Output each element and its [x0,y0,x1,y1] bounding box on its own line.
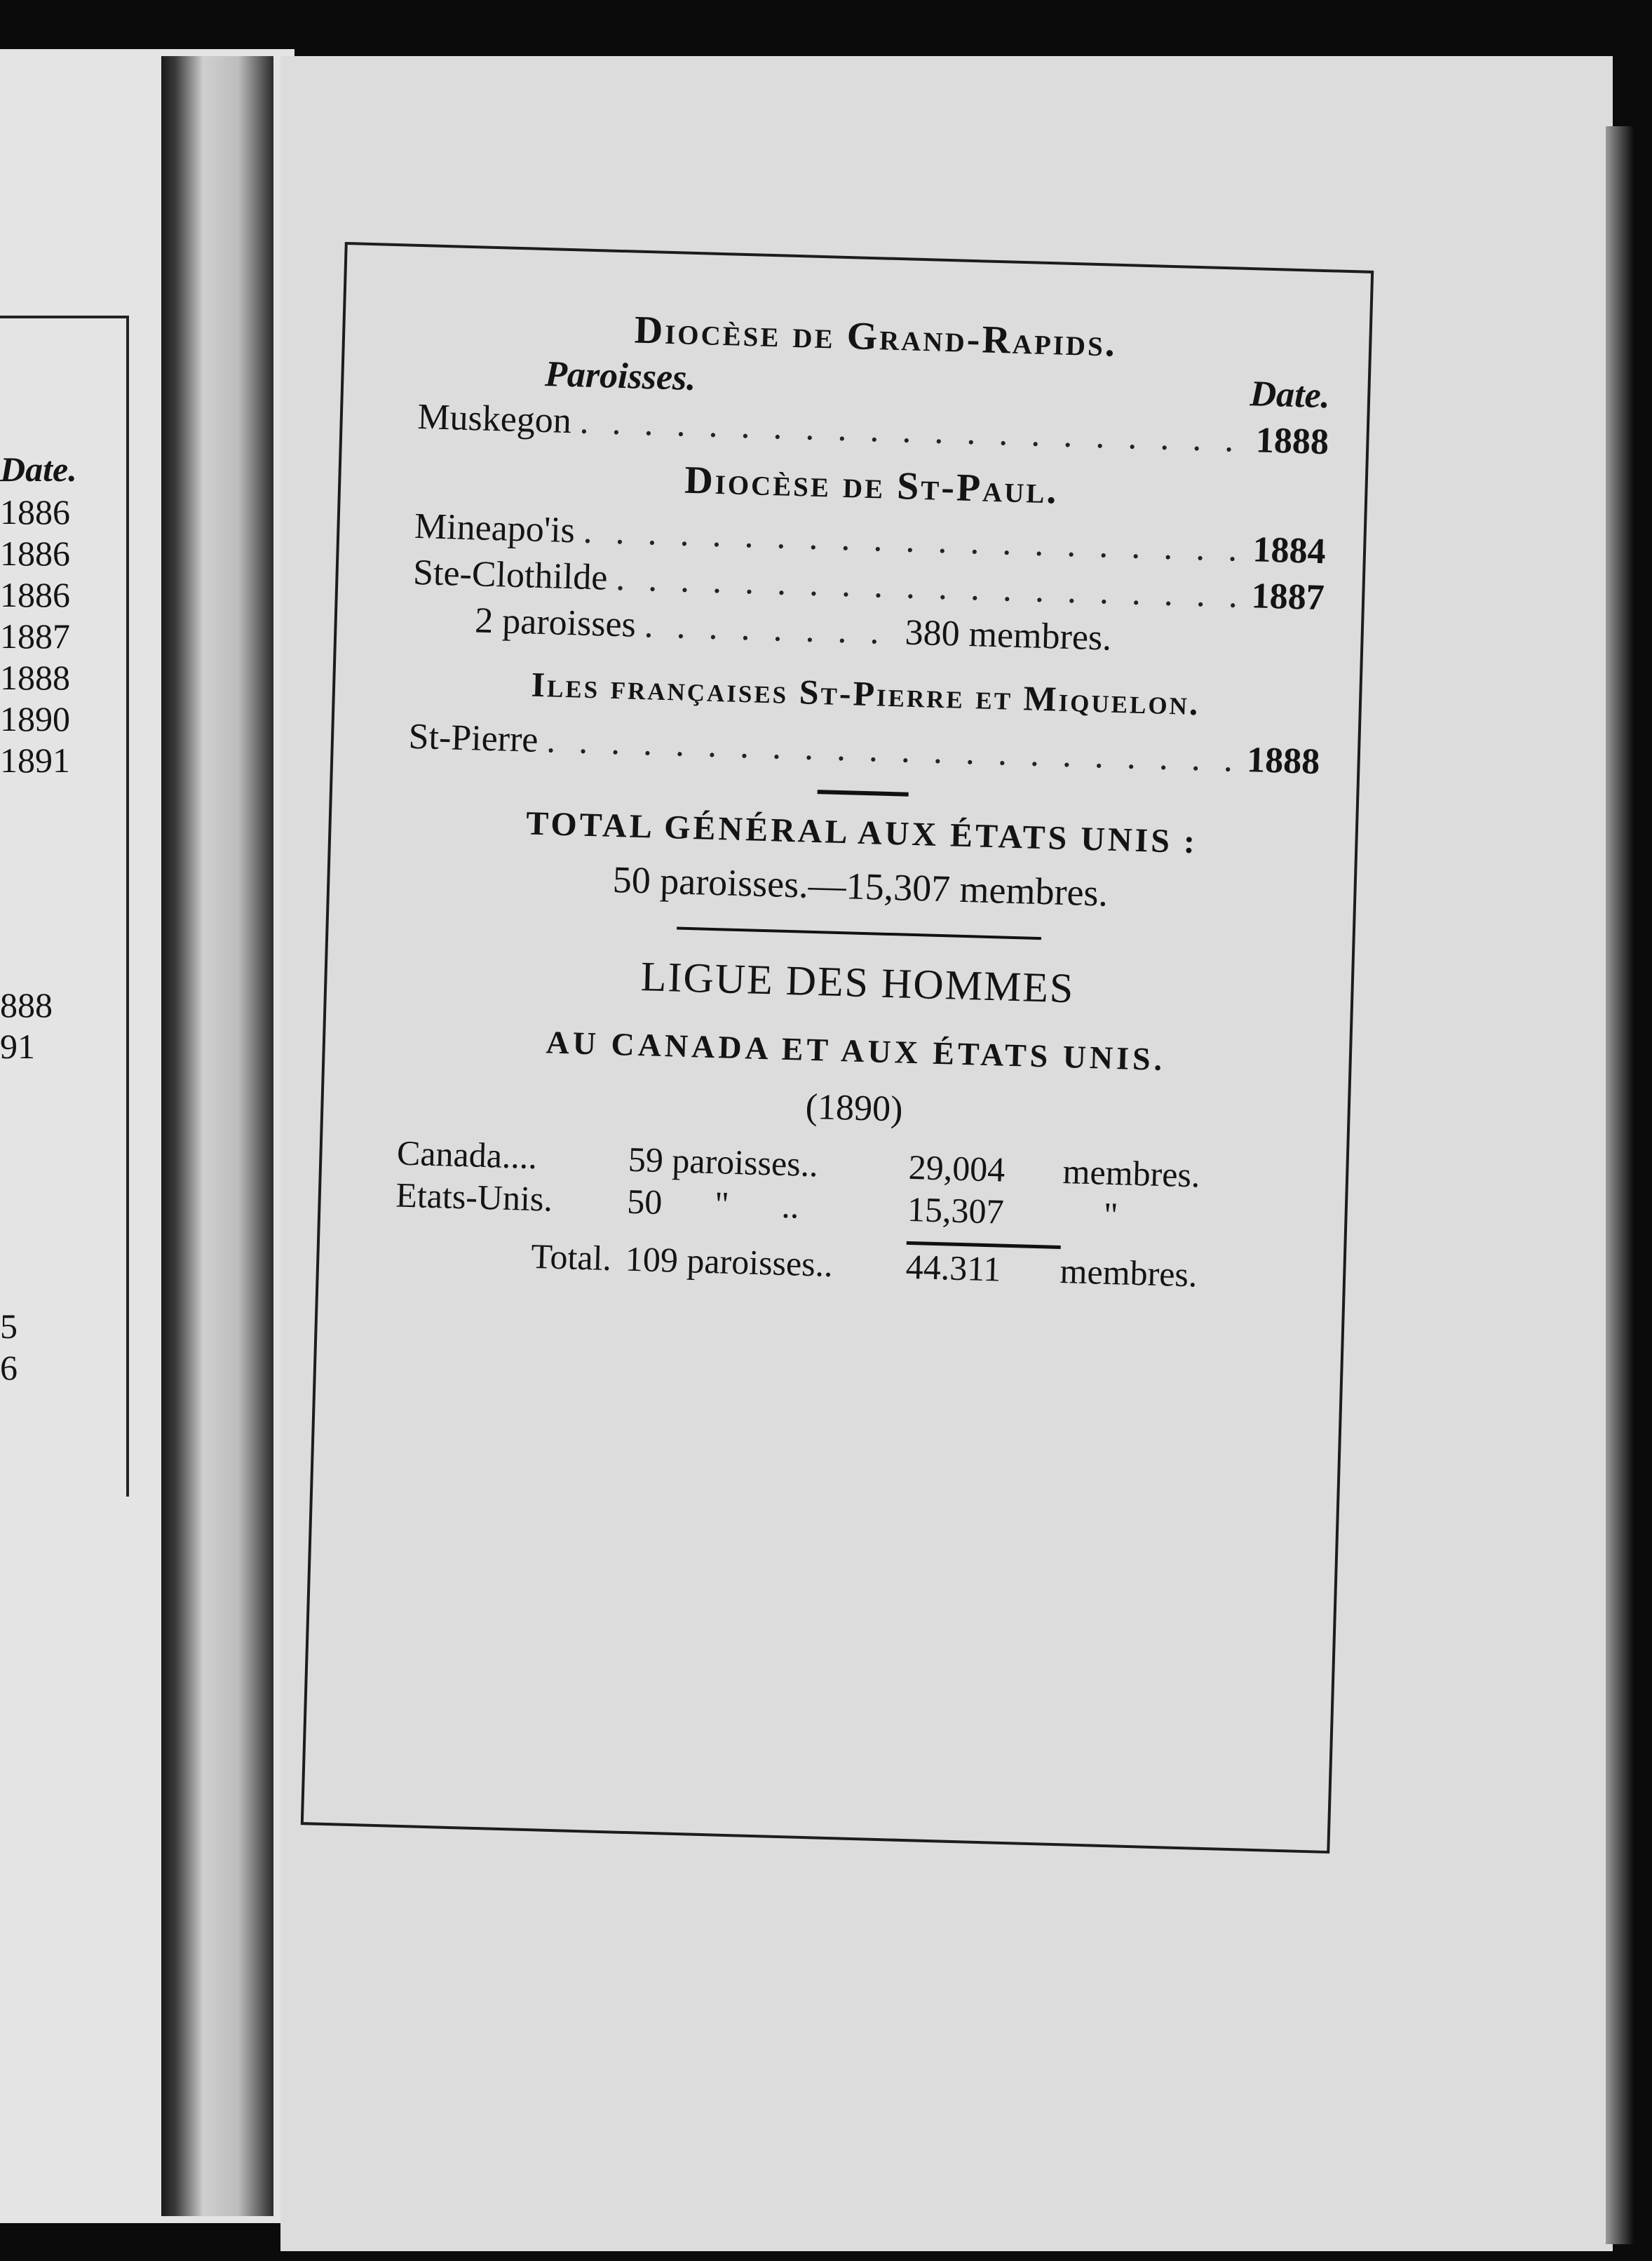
iles-francaises-title: Iles françaises St-Pierre et Miquelon. [530,664,1201,723]
left-date: 1890 [0,699,70,738]
left-date: 1887 [0,616,70,656]
left-date-column [0,449,105,1389]
right-page-edge [1606,126,1634,2244]
ligue-table [393,1132,1308,1299]
diocese-grand-rapids-title: Diocèse de Grand-Rapids. [633,308,1118,365]
total-general-line: 50 paroisses.—15,307 membres. [612,858,1109,914]
left-date: 1886 [0,534,70,573]
parish-row [408,714,1320,785]
left-date: 6 [0,1348,18,1387]
paroisses-header: Paroisses. [544,353,697,398]
ligue-subtitle: AU CANADA ET AUX ÉTATS UNIS. [545,1024,1166,1078]
left-date-header: Date. [0,450,77,489]
left-date: 1886 [0,492,70,532]
left-date: 5 [0,1307,18,1346]
total-general-title: TOTAL GÉNÉRAL AUX ÉTATS UNIS : [525,804,1198,861]
parish-name: St-Pierre [407,716,539,760]
parish-date: 1888 [1255,420,1329,463]
parish-date: 1888 [1246,740,1320,783]
book-gutter [161,56,273,2216]
parish-name: Mineapo'is [414,506,576,551]
ligue-year: (1890) [805,1086,904,1130]
date-header: Date. [1249,374,1331,417]
page-content [393,302,1332,1299]
parish-name: Ste-Clothilde [412,552,609,598]
summary-membres: 380 membres. [904,612,1113,659]
ligue-total-label: Total. [530,1236,612,1278]
ligue-row-unit: " [1103,1194,1119,1235]
dot-leader [546,717,1240,783]
summary-paroisses: 2 paroisses [474,600,637,645]
left-date: 888 [0,985,53,1025]
ligue-row-membres: 15,307 [907,1189,1005,1231]
ligue-total-paroisses: 109 paroisses.. [625,1239,834,1284]
parish-date: 1884 [1252,529,1327,572]
section-divider [677,927,1041,940]
left-date: 91 [0,1027,35,1066]
ligue-row-label: Etats-Unis. [395,1175,553,1219]
ligue-total-membres: 44.311 [905,1246,1061,1292]
left-date: 1891 [0,741,70,780]
ligue-row-unit: membres. [1062,1152,1201,1195]
ligue-title: LIGUE DES HOMMES [639,953,1076,1012]
left-date: 1888 [0,658,70,697]
ligue-total-unit: membres. [1059,1251,1198,1295]
ligue-row-paroisses: 50 " .. [626,1181,800,1226]
diocese-st-paul-title: Diocèse de St-Paul. [684,458,1059,513]
ligue-row-paroisses: 59 paroisses.. [628,1139,819,1185]
parish-date: 1887 [1250,576,1325,619]
section-divider [818,790,909,797]
ligue-row-membres: 29,004 [908,1147,1006,1189]
ligue-row-label: Canada.... [396,1133,538,1177]
dot-leader [644,602,898,656]
parish-name: Muskegon [417,396,572,442]
left-date: 1886 [0,575,70,614]
